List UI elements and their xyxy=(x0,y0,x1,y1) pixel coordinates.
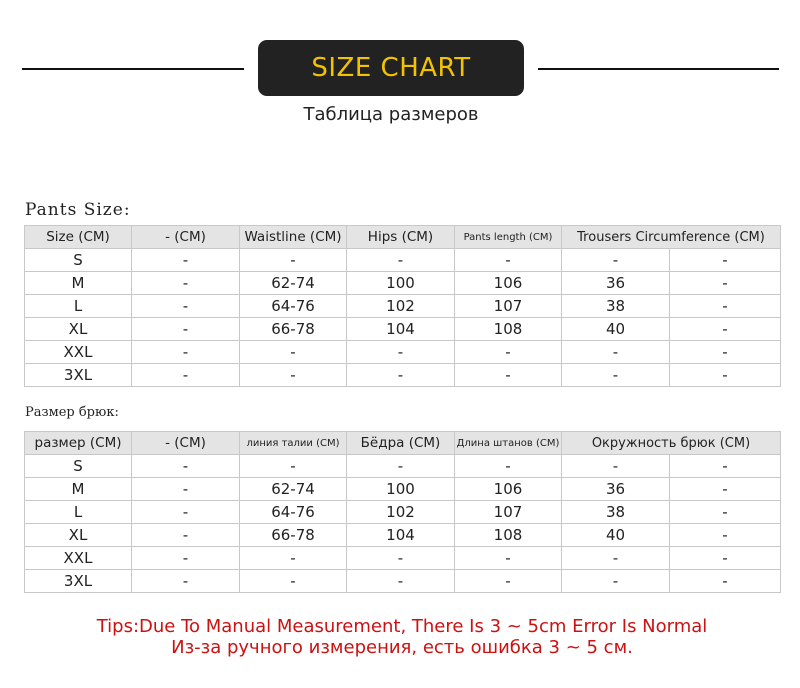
pants-size-table xyxy=(24,225,781,387)
table-cell: - xyxy=(347,547,455,570)
header-dash: - (CM) xyxy=(132,432,240,455)
table-cell: - xyxy=(562,341,670,364)
table-cell: - xyxy=(670,570,781,593)
table-cell: - xyxy=(670,547,781,570)
header-waistline: Waistline (CM) xyxy=(240,226,347,249)
table-body xyxy=(25,249,781,387)
table-cell: XL xyxy=(25,318,132,341)
table-cell: - xyxy=(670,249,781,272)
tips-english: Tips:Due To Manual Measurement, There Is 3 ~ 5cm Error Is Normal xyxy=(96,616,708,637)
table-cell: 64-76 xyxy=(240,501,347,524)
table-cell: 107 xyxy=(455,501,562,524)
table-cell: - xyxy=(347,364,455,387)
size-chart-badge xyxy=(258,40,524,96)
table-cell: - xyxy=(132,341,240,364)
table-cell: - xyxy=(670,455,781,478)
table-cell: S xyxy=(25,455,132,478)
table-cell: - xyxy=(670,341,781,364)
table-row xyxy=(25,570,781,593)
table-cell: - xyxy=(240,570,347,593)
table-cell: XXL xyxy=(25,547,132,570)
table-cell: - xyxy=(670,478,781,501)
header-rule-left xyxy=(22,68,244,70)
table-cell: 102 xyxy=(347,295,455,318)
page-subtitle: Таблица размеров xyxy=(303,104,479,125)
table-cell: L xyxy=(25,501,132,524)
table-cell: 40 xyxy=(562,524,670,547)
table-cell: - xyxy=(670,318,781,341)
table-cell: - xyxy=(132,524,240,547)
table-row xyxy=(25,524,781,547)
table-cell: - xyxy=(132,547,240,570)
table-cell: - xyxy=(455,249,562,272)
table-cell: - xyxy=(132,295,240,318)
table-cell: 107 xyxy=(455,295,562,318)
table-cell: - xyxy=(240,455,347,478)
table-cell: 106 xyxy=(455,272,562,295)
table-cell: - xyxy=(562,455,670,478)
table-row xyxy=(25,547,781,570)
table-cell: 104 xyxy=(347,524,455,547)
table-cell: - xyxy=(562,547,670,570)
table-cell: - xyxy=(670,524,781,547)
header-size: Size (CM) xyxy=(25,226,132,249)
table-row xyxy=(25,249,781,272)
table-cell: L xyxy=(25,295,132,318)
table-cell: 40 xyxy=(562,318,670,341)
table-cell: 104 xyxy=(347,318,455,341)
table-cell: 66-78 xyxy=(240,524,347,547)
table-header-row xyxy=(25,432,781,455)
table-cell: 66-78 xyxy=(240,318,347,341)
table-row xyxy=(25,478,781,501)
table-row xyxy=(25,341,781,364)
table-cell: - xyxy=(240,547,347,570)
table-cell: - xyxy=(132,364,240,387)
table-cell: 36 xyxy=(562,478,670,501)
header-size: размер (CM) xyxy=(25,432,132,455)
pants-ru-size-table xyxy=(24,431,781,593)
table-cell: - xyxy=(670,501,781,524)
table-cell: M xyxy=(25,478,132,501)
table-header-row xyxy=(25,226,781,249)
table-cell: - xyxy=(562,249,670,272)
table-cell: - xyxy=(240,341,347,364)
table-row xyxy=(25,364,781,387)
table-cell: - xyxy=(455,570,562,593)
table-cell: - xyxy=(347,249,455,272)
table-cell: - xyxy=(132,570,240,593)
table-row xyxy=(25,501,781,524)
table-cell: 108 xyxy=(455,524,562,547)
table-cell: - xyxy=(132,272,240,295)
table-cell: - xyxy=(455,341,562,364)
table-cell: 100 xyxy=(347,478,455,501)
table-cell: - xyxy=(670,295,781,318)
pants-section-title: Pants Size: xyxy=(25,200,131,220)
table-cell: - xyxy=(347,455,455,478)
header-waistline: линия талии (CM) xyxy=(240,432,347,455)
header-pants-length: Длина штанов (CM) xyxy=(455,432,562,455)
table-cell: - xyxy=(347,570,455,593)
table-cell: - xyxy=(455,455,562,478)
table-cell: XXL xyxy=(25,341,132,364)
table-cell: - xyxy=(132,455,240,478)
table-row xyxy=(25,318,781,341)
table-body xyxy=(25,455,781,593)
table-cell: - xyxy=(562,364,670,387)
table-cell: 3XL xyxy=(25,570,132,593)
table-cell: 100 xyxy=(347,272,455,295)
table-cell: - xyxy=(455,547,562,570)
table-cell: - xyxy=(347,341,455,364)
table-cell: XL xyxy=(25,524,132,547)
table-cell: - xyxy=(132,501,240,524)
table-cell: - xyxy=(670,364,781,387)
table-row xyxy=(25,455,781,478)
header-pants-length: Pants length (CM) xyxy=(455,226,562,249)
table-cell: 106 xyxy=(455,478,562,501)
table-cell: S xyxy=(25,249,132,272)
header-dash: - (CM) xyxy=(132,226,240,249)
table-cell: 38 xyxy=(562,501,670,524)
table-cell: 3XL xyxy=(25,364,132,387)
table-cell: 38 xyxy=(562,295,670,318)
table-cell: - xyxy=(132,478,240,501)
table-cell: 36 xyxy=(562,272,670,295)
table-cell: 62-74 xyxy=(240,272,347,295)
header-trousers-circumference: Окружность брюк (CM) xyxy=(562,432,781,455)
tips-russian: Из-за ручного измерения, есть ошибка 3 ~ 5 см. xyxy=(171,637,633,658)
table-cell: - xyxy=(562,570,670,593)
table-row xyxy=(25,272,781,295)
table-cell: 108 xyxy=(455,318,562,341)
table-cell: 64-76 xyxy=(240,295,347,318)
table-cell: 62-74 xyxy=(240,478,347,501)
pants-ru-section-title: Размер брюк: xyxy=(25,405,119,420)
table-cell: - xyxy=(455,364,562,387)
header-trousers-circumference: Trousers Circumference (CM) xyxy=(562,226,781,249)
table-cell: - xyxy=(240,364,347,387)
table-cell: - xyxy=(670,272,781,295)
table-cell: - xyxy=(132,249,240,272)
table-cell: 102 xyxy=(347,501,455,524)
table-cell: M xyxy=(25,272,132,295)
table-cell: - xyxy=(240,249,347,272)
badge-text: SIZE CHART xyxy=(311,53,471,83)
table-row xyxy=(25,295,781,318)
header-hips: Hips (CM) xyxy=(347,226,455,249)
table-cell: - xyxy=(132,318,240,341)
header-hips: Бёдра (CM) xyxy=(347,432,455,455)
header-rule-right xyxy=(538,68,779,70)
